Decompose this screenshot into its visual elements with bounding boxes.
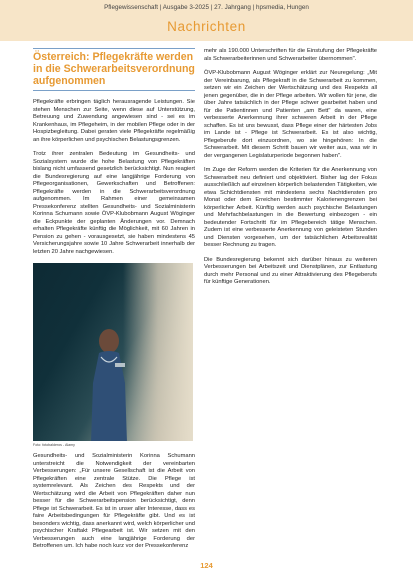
paragraph: Gesundheits- und Sozialministerin Korinna Schumann unterstreicht die Notwendigkeit der vereinbarten Verbesserungen: „Für unsere Gesellschaft ist die Arbeit von Pflegekräften eine zentrale Stütze. Die Pflege ist systemrelevant. Als Zeichen des Respekts und der Wertschätzung wird die Arbeit von Pflegekräften daher nun besser für die Schwerarbeitspension berücksichtigt, denn Pflege ist Schwerarbeit. Es ist in unser aller Interesse, dass es faire Arbeitsbedingungen für Pflegekräfte gibt. Und es ist besonders wichtig, dass anerkannt wird, welch körperlicher und psychischer Kraftakt Pflegearbeit ist. Wir setzen mit den Verbesserungen auch eine langjährige Forderung der Betroffenen um. Ich habe noch kurz vor der Pressekonferenz [33,453,195,549]
nurse-figure [81,323,136,441]
nurse-photo [33,263,193,441]
article-title: Österreich: Pflegekräfte werden in die Schwerarbeitsverordnung aufgenommen [33,51,195,87]
paragraph: ÖVP-Klubobmann August Wöginger erklärt zur Neuregelung: „Mit der Vereinbarung, als Pflegekraft in die Schwerarbeit zu kommen, setzen wir ein Zeichen der Wertschätzung und des Respekts all jenen gegenüber, die in der Pflege arbeiten. Wir wollen für jene, die über Jahre tatsächlich in der Pflege schwer gearbeitet haben und für die Patientinnen und Patienten „am Bett" da waren, eine verbesserte Anerkennung ihrer schweren Arbeit in der Pflege schaffen. Es ist uns bewusst, dass Pflege einer der härtesten Jobs im Lande ist - Pflege ist Schwerarbeit. Es ist also wichtig, Pflegeberufe dort einzuordnen, wo sie hingehören: In die Schwerarbeit. Mit diesem Schritt bauen wir weiter aus, was wir in der vergangenen Legislaturperiode begonnen haben". [204,70,377,159]
paragraph: mehr als 190.000 Unterschriften für die Einstufung der Pflegekräfte als Schwerarbeiterinnen und Schwerarbeiter übernommen". [204,48,377,62]
left-column [33,48,195,558]
paragraph: Pflegekräfte erbringen täglich herausragende Leistungen. Sie stehen Menschen zur Seite, wenn diese auf Unterstützung, Betreuung und Zuwendung angewiesen sind - sei es im Krankenhaus, im Pflegeheim, in der mobilen Pflege oder in der Hospizbegleitung. Dabei geraten viele Pflegekräfte regelmäßig an ihre körperlichen und psychischen Belastungsgrenzen. [33,99,195,143]
paragraph: Trotz ihrer zentralen Bedeutung im Gesundheits- und Sozialsystem wurde die hohe Belastung von Pflegekräften bislang nicht umfassend gesetzlich berücksichtigt. Nun reagiert die Bundesregierung auf eine langjährige Forderung von Pflegeorganisationen, Gewerkschaften und Betroffenen: Pflegekräfte werden in die Schwerarbeitsverordnung aufgenommen. Im Rahmen einer gemeinsamen Pressekonferenz stellten Gesundheits- und Sozialministerin Korinna Schumann sowie ÖVP-Klubobmann August Wöginger die Eckpunkte der geplanten Änderungen vor. Demnach erhalten Pflegekräfte künftig die Möglichkeit, mit 60 Jahren in Pension zu gehen - vorausgesetzt, sie haben mindestens 45 Versicherungsjahre sowie 10 Jahre Schwerarbeit innerhalb der letzten 20 Jahre nachgewiesen. [33,151,195,255]
paragraph: Im Zuge der Reform werden die Kriterien für die Anerkennung von Schwerarbeit neu definiert und objektiviert. Bisher lag der Fokus ausschließlich auf einzelnen körperlich belastenden Tätigkeiten, wie etwa Schichtdiensten mit mindestens sechs Nachtdiensten pro Monat oder dem Erreichen bestimmter Kalorienengrenzen bei körperlicher Arbeit. Künftig werden auch psychische Belastungen und Mehrfachbelastungen in die Bewertung einbezogen - ein bedeutender Fortschritt für im Pflegebereich tätige Menschen. Zudem ist eine verbesserte Anerkennung von geleisteten Stunden und Diensten vorgesehen, um der tatsächlichen Arbeitsrealität besser Rechnung zu tragen. [204,167,377,248]
running-head: Pflegewissenschaft | Ausgabe 3-2025 | 27. Jahrgang | hpsmedia, Hungen [104,4,309,11]
right-column [204,48,377,294]
photo-credit: Foto: fotobalderos - Alamy [33,443,75,447]
page-number: 124 [200,561,213,570]
paragraph: Die Bundesregierung bekennt sich darüber hinaus zu weiteren Verbesserungen bei Arbeitszeit und Dienstplänen, zur Entlastung durch mehr Personal und zu einer Attraktivierung des Pflegeberufs für künftige Generationen. [204,256,377,285]
title-box [33,48,195,91]
section-title: Nachrichten [167,19,246,34]
